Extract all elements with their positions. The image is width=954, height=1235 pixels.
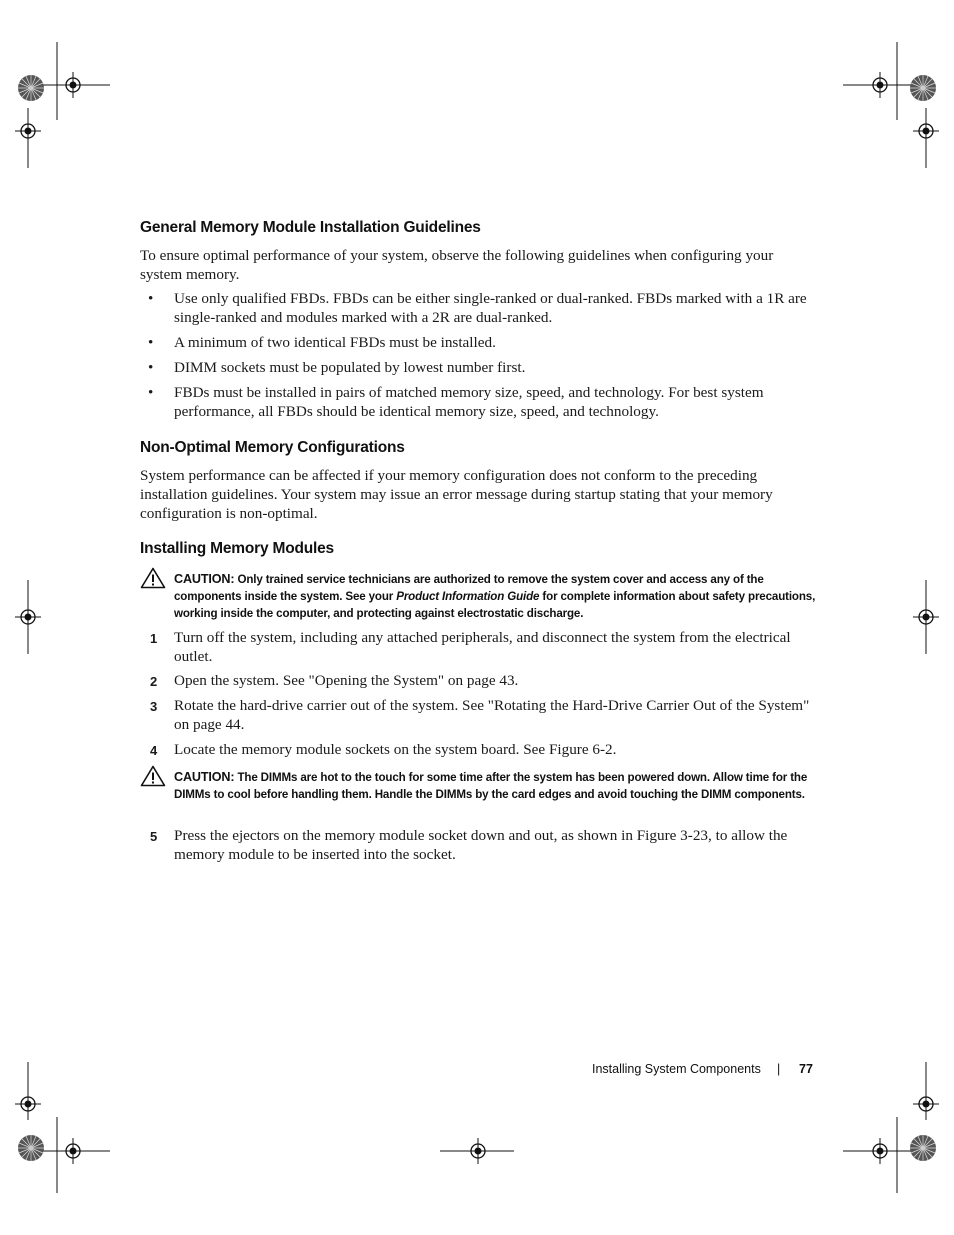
step-text: Rotate the hard-drive carrier out of the system. See "Rotating the Hard-Drive Carrier Out of the System" on page 44. [174, 697, 810, 733]
bullet-marker: • [148, 334, 154, 351]
step-text: Press the ejectors on the memory module socket down and out, as shown in Figure 3-23, to allow the memory module to be inserted into the socket. [174, 827, 788, 863]
footer-chapter-title: Installing System Components [592, 1062, 761, 1076]
heading-installing-modules: Installing Memory Modules [140, 540, 334, 557]
warning-triangle-icon [140, 765, 166, 787]
caution-text: for complete information about safety precautions, working inside the computer, and protecting against electrostatic discharge. [174, 590, 816, 620]
step-text: Locate the memory module sockets on the system board. See Figure 6-2. [174, 741, 617, 758]
bullet-marker: • [148, 359, 154, 376]
step-text: Turn off the system, including any attached peripherals, and disconnect the system from the electrical outlet. [174, 629, 791, 665]
caution-label: CAUTION: [174, 572, 235, 586]
step-number: 1 [150, 631, 158, 646]
step-number: 3 [150, 699, 158, 714]
caution-service-technicians [174, 571, 819, 622]
page-number: 77 [799, 1062, 813, 1076]
step-number: 2 [150, 674, 158, 689]
caution-text: Only trained service technicians are authorized to remove the system cover and access any of the components inside the system. See your [174, 573, 764, 603]
caution-text: The DIMMs are hot to the touch for some time after the system has been powered down. Allow time for the DIMMs to cool before handling them. Handle the DIMMs by the card edges and avoid touching the DIMM components. [174, 771, 808, 801]
warning-triangle-icon [140, 567, 166, 589]
non-optimal-body: System performance can be affected if your memory configuration does not conform to the preceding installation guidelines. Your system may issue an error message during startup stating that your memory configuration is non-optimal. [140, 467, 773, 522]
footer-separator: | [777, 1062, 781, 1076]
list-item: DIMM sockets must be populated by lowest number first. [174, 359, 526, 376]
list-item: Use only qualified FBDs. FBDs can be either single-ranked or dual-ranked. FBDs marked with a 1R are single-ranked and modules marked with a 2R are dual-ranked. [174, 290, 807, 326]
caution-guide-title: Product Information Guide [396, 590, 540, 603]
step-text: Open the system. See "Opening the System" on page 43. [174, 672, 519, 689]
guidelines-intro: To ensure optimal performance of your system, observe the following guidelines when configuring your system memory. [140, 247, 774, 283]
bullet-marker: • [148, 384, 154, 401]
step-number: 4 [150, 743, 158, 758]
heading-general-guidelines: General Memory Module Installation Guidelines [140, 219, 481, 236]
list-item: A minimum of two identical FBDs must be installed. [174, 334, 496, 351]
bullet-marker: • [148, 290, 154, 307]
heading-non-optimal: Non-Optimal Memory Configurations [140, 439, 405, 456]
caution-label: CAUTION: [174, 770, 235, 784]
list-item: FBDs must be installed in pairs of matched memory size, speed, and technology. For best system performance, all FBDs should be identical memory size, speed, and technology. [174, 384, 764, 420]
caution-hot-dimms [174, 769, 819, 803]
step-number: 5 [150, 829, 158, 844]
